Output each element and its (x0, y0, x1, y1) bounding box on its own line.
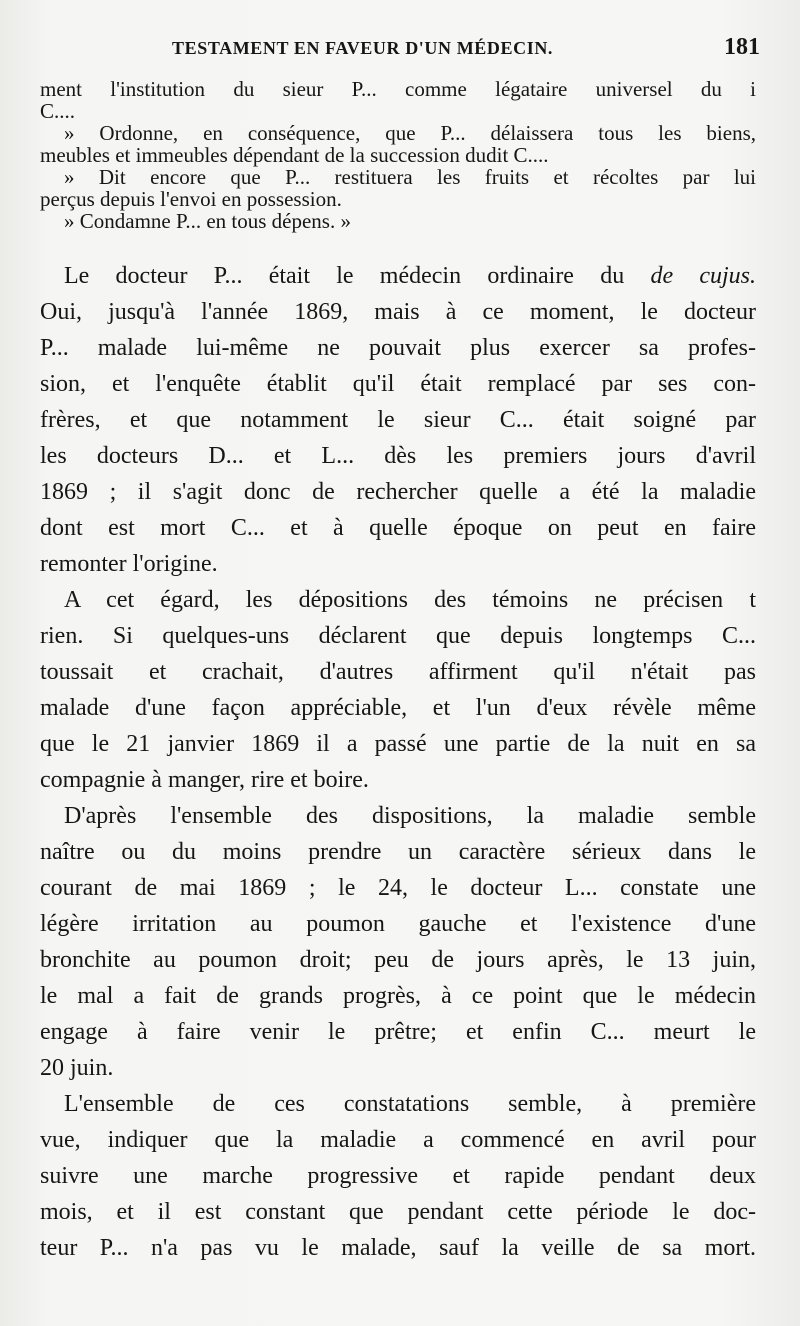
text-line: engage à faire venir le prêtre; et enfin C... meurt le (40, 1019, 756, 1045)
body-text (40, 258, 756, 1266)
quote-line: meubles et immeubles dépendant de la succession dudit C.... (40, 143, 549, 167)
text-line: mois, et il est constant que pendant cette période le doc- (40, 1199, 756, 1225)
text-line: P... malade lui-même ne pouvait plus exercer sa profes- (40, 335, 756, 361)
text-line: 20 juin. (40, 1055, 114, 1081)
quoted-judgment (40, 78, 756, 232)
text-line: malade d'une façon appréciable, et l'un d'eux révèle même (40, 695, 756, 721)
text-line: courant de mai 1869 ; le 24, le docteur L... constate une (40, 875, 756, 901)
text-line: teur P... n'a pas vu le malade, sauf la veille de sa mort. (40, 1235, 756, 1261)
quote-line: ment l'institution du sieur P... comme légataire universel du i (40, 77, 756, 101)
text-line: suivre une marche progressive et rapide pendant deux (40, 1163, 756, 1189)
text-line: L'ensemble de ces constatations semble, à première (64, 1091, 756, 1117)
quote-line: » Ordonne, en conséquence, que P... délaissera tous les biens, (64, 121, 756, 145)
text-line: toussait et crachait, d'autres affirment qu'il n'était pas (40, 659, 756, 685)
page-text (40, 78, 756, 1266)
quote-line: » Condamne P... en tous dépens. » (64, 209, 351, 233)
quote-line: perçus depuis l'envoi en possession. (40, 187, 342, 211)
text-line: 1869 ; il s'agit donc de rechercher quelle a été la maladie (40, 479, 756, 505)
text-line: le mal a fait de grands progrès, à ce point que le médecin (40, 983, 756, 1009)
text-line: sion, et l'enquête établit qu'il était remplacé par ses con- (40, 371, 756, 397)
quote-line: C.... (40, 99, 76, 123)
text-line: vue, indiquer que la maladie a commencé en avril pour (40, 1127, 756, 1153)
text-line: bronchite au poumon droit; peu de jours après, le 13 juin, (40, 947, 756, 973)
text-line: dont est mort C... et à quelle époque on peut en faire (40, 515, 756, 541)
text-line: A cet égard, les dépositions des témoins ne précisen t (64, 587, 756, 613)
text-line: que le 21 janvier 1869 il a passé une partie de la nuit en sa (40, 731, 756, 757)
text-line: remonter l'origine. (40, 551, 218, 577)
paragraph (40, 582, 756, 798)
paragraph (40, 798, 756, 1086)
text-line: compagnie à manger, rire et boire. (40, 767, 369, 793)
text-line: naître ou du moins prendre un caractère sérieux dans le (40, 839, 756, 865)
text-line: D'après l'ensemble des dispositions, la maladie semble (64, 803, 756, 829)
text-line: rien. Si quelques-uns déclarent que depuis longtemps C... (40, 623, 756, 649)
text-line: frères, et que notamment le sieur C... était soigné par (40, 407, 756, 433)
page-header (172, 34, 760, 68)
page-number: 181 (724, 34, 760, 60)
latin-term: de cujus. (650, 263, 757, 289)
text-line: légère irritation au poumon gauche et l'existence d'une (40, 911, 756, 937)
text-line: les docteurs D... et L... dès les premiers jours d'avril (40, 443, 756, 469)
text-line: Le docteur P... était le médecin ordinaire du de cujus. (64, 263, 757, 289)
paragraph (40, 1086, 756, 1266)
text-line: Oui, jusqu'à l'année 1869, mais à ce moment, le docteur (40, 299, 756, 325)
quote-line: » Dit encore que P... restituera les fruits et récoltes par lui (64, 165, 756, 189)
running-title: TESTAMENT EN FAVEUR D'UN MÉDECIN. (172, 38, 554, 58)
paragraph (40, 258, 756, 582)
